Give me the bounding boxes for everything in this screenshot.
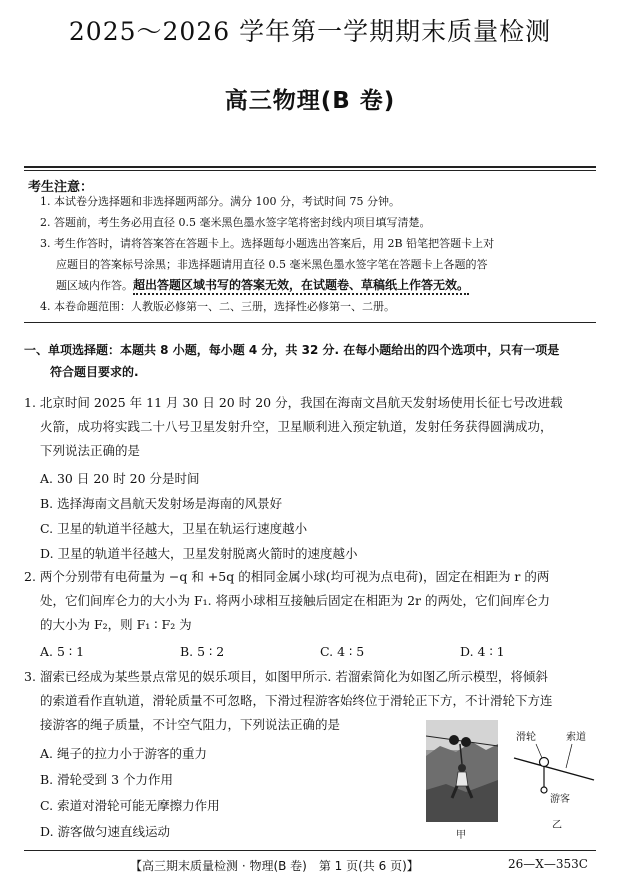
q3-stem-1: 3. 溜索已经成为某些景点常见的娱乐项目，如图甲所示. 若溜索简化为如图乙所示模型，将倾斜	[24, 669, 548, 684]
q3-photo-label: 甲	[456, 830, 466, 841]
q3-figure-diagram	[500, 718, 600, 828]
q1-stem-2: 火箭，成功将实践二十八号卫星发射升空，卫星顺利进入预定轨道，发射任务获得圆满成功，	[40, 419, 553, 434]
q3-option-a: A. 绳子的拉力小于游客的重力	[40, 746, 207, 761]
q1-option-b: B. 选择海南文昌航天发射场是海南的风景好	[40, 496, 283, 511]
notice-heading: 考生注意：	[28, 180, 94, 195]
footer-code: 26—X—353C	[508, 857, 588, 871]
notice-item-1: 1. 本试卷分选择题和非选择题两部分。满分 100 分，考试时间 75 分钟。	[40, 195, 400, 208]
q2-option-c: C. 4 ∶ 5	[320, 644, 365, 659]
q2-stem-2: 处，它们间库仑力的大小为 F₁. 将两小球相互接触后固定在相距为 2r 的两处，它们间库仑力	[40, 593, 550, 608]
q1-option-c: C. 卫星的轨道半径越大，卫星在轨运行速度越小	[40, 521, 308, 536]
section-heading-line-1: 一、单项选择题：本题共 8 小题，每小题 4 分，共 32 分. 在每小题给出的四个选项中，只有一项是	[24, 343, 560, 357]
q3-option-c: C. 索道对滑轮可能无摩擦力作用	[40, 798, 220, 813]
footer-page-info: 【高三期末质量检测 · 物理(B 卷) 第 1 页(共 6 页)】	[130, 859, 419, 873]
q3-option-b: B. 滑轮受到 3 个力作用	[40, 772, 174, 787]
q2-option-d: D. 4 ∶ 1	[460, 644, 505, 659]
diagram-pulley-pointer	[536, 744, 542, 758]
photo-pulley-1	[449, 735, 459, 745]
photo-rider-head	[458, 764, 466, 772]
q2-stem-1: 2. 两个分别带有电荷量为 −q 和 +5q 的相同金属小球(均可视为点电荷)，固定在相距为 r 的两	[24, 569, 550, 584]
exam-title: 2025～2026 学年第一学期期末质量检测	[68, 17, 552, 46]
q1-option-a: A. 30 日 20 时 20 分是时间	[40, 471, 200, 486]
top-divider	[24, 166, 596, 168]
top-divider-thin	[24, 170, 596, 171]
q2-stem-3: 的大小为 F₂，则 F₁ ∶ F₂ 为	[40, 617, 192, 632]
q2-option-b: B. 5 ∶ 2	[180, 644, 225, 659]
q2-option-a: A. 5 ∶ 1	[40, 644, 85, 659]
notice-item-3-end	[56, 276, 469, 295]
notice-item-2: 2. 答题前，考生务必用直径 0.5 毫米黑色墨水签字笔将密封线内项目填写清楚。	[40, 216, 431, 229]
footer-divider	[24, 850, 596, 851]
q3-stem-2: 的索道看作直轨道，滑轮质量不可忽略，下滑过程游客始终位于滑轮正下方，不计滑轮下方连	[40, 693, 553, 708]
q3-stem-3: 接游客的绳子质量，不计空气阻力，下列说法正确的是	[40, 717, 341, 732]
q1-option-d: D. 卫星的轨道半径越大，卫星发射脱离火箭时的速度越小	[40, 546, 358, 561]
diagram-label: 乙	[552, 820, 562, 828]
diagram-cable-label: 索道	[566, 732, 586, 743]
photo-pulley-2	[461, 737, 471, 747]
notice-item-3-tail: 题区域内作答。	[56, 279, 133, 292]
diagram-pulley	[540, 758, 549, 767]
notice-warning: 超出答题区域书写的答案无效，在试题卷、草稿纸上作答无效。	[133, 278, 469, 295]
q1-stem-3: 下列说法正确的是	[40, 443, 141, 458]
diagram-pulley-label: 滑轮	[516, 732, 536, 743]
notice-item-4: 4. 本卷命题范围：人教版必修第一、二、三册，选择性必修第一、二册。	[40, 300, 395, 313]
section-heading	[24, 339, 596, 383]
diagram-tourist	[541, 787, 547, 793]
exam-subtitle: 高三物理(B 卷)	[224, 88, 396, 114]
photo-rider-body	[456, 772, 468, 786]
notice-item-3-cont: 应题目的答案标号涂黑；非选择题请用直径 0.5 毫米黑色墨水签字笔在答题卡上各题的答	[56, 258, 488, 271]
section-heading-line-2: 符合题目要求的.	[50, 365, 139, 379]
diagram-cable-pointer	[566, 744, 572, 768]
q1-stem-1: 1. 北京时间 2025 年 11 月 30 日 20 时 20 分，我国在海南文昌航天发射场使用长征七号改进载	[24, 395, 563, 410]
q3-figure-photo	[426, 720, 498, 822]
photo-sky	[426, 720, 498, 750]
notice-item-3: 3. 考生作答时，请将答案答在答题卡上。选择题每小题选出答案后，用 2B 铅笔把答题卡上对	[40, 237, 495, 250]
diagram-cable	[514, 758, 594, 780]
diagram-tourist-label: 游客	[550, 794, 570, 805]
q3-option-d: D. 游客做匀速直线运动	[40, 824, 171, 839]
notice-divider	[24, 322, 596, 323]
